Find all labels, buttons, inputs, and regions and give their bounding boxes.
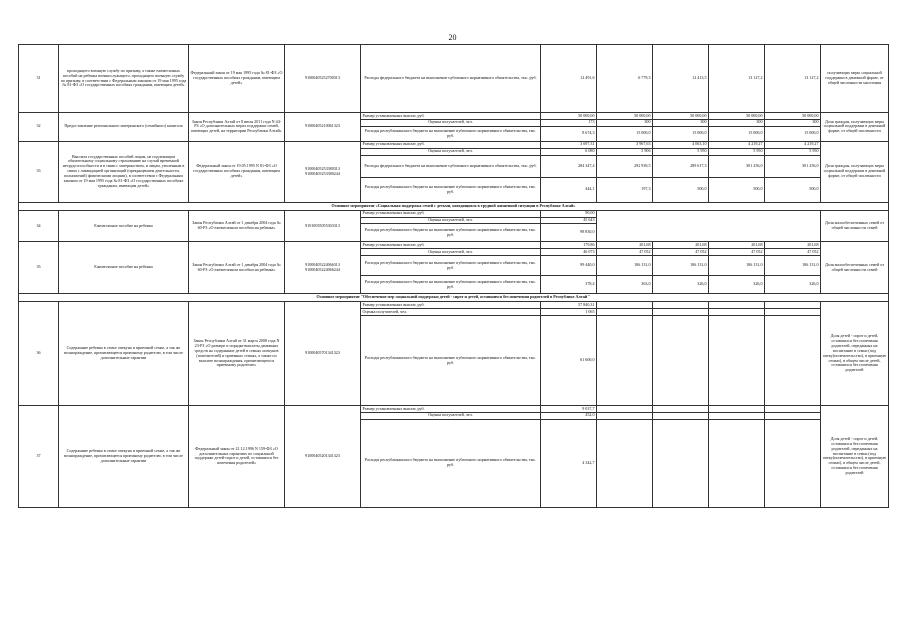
result-indicator: Доля малообеспеченных семей от общей численности семей (821, 210, 889, 242)
indicator-name: Расходы республиканского бюджета на выполнение публичного нормативного обязательства, тыс. руб. (361, 316, 541, 406)
budget-code: 91010035055303313 (285, 210, 361, 242)
value-cell: 6 779,3 (597, 45, 653, 113)
value-cell: 292 939,5 (597, 155, 653, 177)
empty-cell (709, 406, 765, 413)
empty-cell (765, 309, 821, 316)
value-cell: 46 073 (541, 249, 597, 256)
value-cell: 1 065 (541, 309, 597, 316)
empty-cell (597, 210, 821, 242)
row-number: 34 (19, 210, 59, 242)
value-cell: 201,68 (765, 242, 821, 249)
value-cell: 90,00 (541, 210, 597, 217)
value-cell: 4 219,27 (709, 141, 765, 148)
indicator-name: Размер установленных выплат, руб. (361, 302, 541, 309)
legal-basis: Федеральный закон от 19.05.1995 N 81-ФЗ «О государственных пособиях гражданам, имеющим детей» (189, 141, 285, 202)
indicator-name: Расходы республиканского бюджета на выполнение публичного нормативного обязательства, тыс. руб. (361, 419, 541, 507)
value-cell: 12 491,6 (541, 45, 597, 113)
indicator-name: Размер установленных выплат, руб. (361, 141, 541, 148)
row-number: 33 (19, 141, 59, 202)
value-cell: 47 052 (597, 249, 653, 256)
empty-cell (653, 412, 709, 419)
empty-cell (709, 309, 765, 316)
indicator-name: Оценка получателей, чел. (361, 119, 541, 126)
value-cell: 289 617,3 (653, 155, 709, 177)
empty-cell (709, 316, 765, 406)
budget-code: 91000405201341323 (285, 406, 361, 508)
empty-cell (653, 419, 709, 507)
table-row (19, 294, 889, 302)
value-cell: 8 674,3 (541, 126, 597, 141)
empty-cell (653, 302, 709, 309)
row-number: 37 (19, 406, 59, 508)
legal-basis: Закон Республики Алтай от 31 марта 2008 года N 23-РЗ «О размере и порядке выплаты денежных средств на содержание детей в семьях опекунов (попечителей) и приемных семьях, а также по выплате вознаграждения, причитающегося приемному родителю» (189, 302, 285, 406)
row-number: 36 (19, 302, 59, 406)
value-cell: 500,0 (653, 177, 709, 202)
value-cell: 13 127,2 (709, 45, 765, 113)
value-cell: 326,0 (653, 276, 709, 294)
empty-cell (765, 302, 821, 309)
measure-name: Предоставление регионального материнского (семейного) капитала (59, 113, 189, 142)
row-number: 31 (19, 45, 59, 113)
legal-basis: Федеральный закон от 21.12.1996 N 159-ФЗ «О дополнительных гарантиях по социальной поддержке детей-сирот и детей, оставшихся без попечения родителей» (189, 406, 285, 508)
value-cell: 15 000,0 (653, 126, 709, 141)
value-cell: 301 256,0 (709, 155, 765, 177)
empty-cell (597, 406, 653, 413)
empty-cell (709, 419, 765, 507)
value-cell: 106 131,0 (653, 256, 709, 276)
value-cell: 106 131,0 (709, 256, 765, 276)
value-cell: 50 000,00 (765, 113, 821, 120)
value-cell: 5 950 (765, 148, 821, 155)
empty-cell (765, 406, 821, 413)
empty-cell (597, 302, 653, 309)
value-cell: 47 052 (765, 249, 821, 256)
value-cell: 9 037,7 (541, 406, 597, 413)
value-cell: 201,68 (597, 242, 653, 249)
value-cell: 15 000,0 (765, 126, 821, 141)
section-heading: Основное мероприятие "Обеспечение мер социальной поддержки детей - сирот и детей, оставшихся без попечения родителей в Республике Алтай " (19, 294, 889, 302)
table-row (19, 210, 889, 217)
indicator-name: Размер установленных выплат, руб. (361, 210, 541, 217)
empty-cell (765, 419, 821, 507)
indicator-name: Размер установленных выплат, руб. (361, 406, 541, 413)
table-row (19, 202, 889, 210)
indicator-name: Оценка получателей, чел. (361, 249, 541, 256)
section-heading: Основное мероприятие «Социальная поддержка семей с детьми, находящихся в трудной жизненной ситуации в Республике Алтай» (19, 202, 889, 210)
value-cell: 201,68 (653, 242, 709, 249)
legal-basis: Закон Республики Алтай от 1 декабря 2004 года № 60-РЗ «О ежемесячном пособии на ребенка» (189, 210, 285, 242)
empty-cell (653, 309, 709, 316)
value-cell: 452,0 (541, 412, 597, 419)
indicator-name: Оценка получателей, чел. (361, 148, 541, 155)
indicator-name: Оценка получателей, чел. (361, 217, 541, 224)
indicator-name: Размер установленных выплат, руб. (361, 113, 541, 120)
page-number: 20 (448, 33, 457, 42)
empty-cell (597, 309, 653, 316)
value-cell: 300 (709, 119, 765, 126)
indicator-name: Оценка получателей, чел. (361, 309, 541, 316)
budget-code: 91000405701341323 (285, 302, 361, 406)
value-cell: 5 950 (653, 148, 709, 155)
indicator-name: Расходы республиканского бюджета на выполнение публичного нормативного обязательства, тыс. руб. (361, 177, 541, 202)
value-cell: 3 967,63 (597, 141, 653, 148)
result-indicator: Доля малообеспеченных семей от общей численности семей (821, 242, 889, 294)
indicator-name: Расходы федерального бюджета на выполнение публичного нормативного обязательства, тыс. руб. (361, 155, 541, 177)
value-cell: 326,0 (765, 276, 821, 294)
empty-cell (709, 302, 765, 309)
measure-name: проходящего военную службу по призыву, а также ежемесячных пособий на ребенка военнослужащего, проходящего военную службу по призыву, в соответствии с Федеральным законом от 19 мая 1995 года № 81-ФЗ «О государственных пособиях гражданам, имеющим детей» (59, 45, 189, 113)
table-row (19, 406, 889, 413)
value-cell: 378,4 (541, 276, 597, 294)
legal-basis: Федеральный закон от 19 мая 1995 года № 81-ФЗ «О государственных пособиях гражданам, имеющим детей» (189, 45, 285, 113)
value-cell: 12 413,5 (653, 45, 709, 113)
value-cell: 99 440,0 (541, 256, 597, 276)
value-cell: 4 219,27 (765, 141, 821, 148)
measure-name: Содержание ребенка в семье опекуна и приемной семье, а так же вознаграждение, причитающееся приемному родителю, в том числе дополнительные гарантии (59, 406, 189, 508)
value-cell: 15 000,0 (709, 126, 765, 141)
value-cell: 326,0 (709, 276, 765, 294)
budget-code: 91000405253380313 91000405253380244 (285, 141, 361, 202)
value-cell: 500,0 (765, 177, 821, 202)
budget-code: 91000405210061323 (285, 113, 361, 142)
value-cell: 47 052 (709, 249, 765, 256)
value-cell: 363,0 (597, 276, 653, 294)
result-indicator: Доля детей - сирот и детей, оставшихся без попечения родителей, переданных на воспитание в семьи (под опеку(попечительство), в приемную семью), в общем числе детей, оставшихся без попечения родителей (821, 406, 889, 508)
value-cell: 47 052 (653, 249, 709, 256)
table-row (19, 242, 889, 249)
value-cell: 50 000,00 (597, 113, 653, 120)
value-cell: 5 906 (597, 148, 653, 155)
value-cell: 179,86 (541, 242, 597, 249)
value-cell: 4 063,10 (653, 141, 709, 148)
value-cell: 444,1 (541, 177, 597, 202)
empty-cell (765, 316, 821, 406)
legal-basis: Закон Республики Алтай от 1 декабря 2004 года № 60-РЗ «О ежемесячном пособии на ребенка» (189, 242, 285, 294)
indicator-name: Расходы республиканского бюджета на выполнение публичного нормативного обязательства, тыс. руб. (361, 276, 541, 294)
value-cell: 106 131,0 (597, 256, 653, 276)
indicator-name: Оценка получателей, чел. (361, 412, 541, 419)
empty-cell (597, 419, 653, 507)
value-cell: 98 830,0 (541, 224, 597, 242)
value-cell: 300 (653, 119, 709, 126)
empty-cell (765, 412, 821, 419)
indicator-name: Расходы федерального бюджета на выполнение публичного нормативного обязательства, тыс. руб. (361, 45, 541, 113)
value-cell: 50 000,00 (653, 113, 709, 120)
empty-cell (653, 316, 709, 406)
table-row (19, 141, 889, 148)
measure-name: Ежемесячное пособие на ребенка (59, 210, 189, 242)
indicator-name: Расходы республиканского бюджета на выполнение публичного нормативного обязательства, тыс. руб. (361, 224, 541, 242)
empty-cell (597, 316, 653, 406)
value-cell: 201,68 (709, 242, 765, 249)
value-cell: 284 347,4 (541, 155, 597, 177)
result-indicator: Доля детей - сирот и детей, оставшихся без попечения родителей, переданных на воспитание в семьи (под опеку(попечительство), в приемную семью), в общем числе детей, оставшихся без попечения родителей (821, 302, 889, 406)
legal-basis: Закон Республики Алтай от 8 июля 2011 года N 44-РЗ «О дополнительных мерах поддержки семей, имеющих детей, на территории Республики Алтай» (189, 113, 285, 142)
value-cell: 45 643 (541, 217, 597, 224)
value-cell: 3 697,31 (541, 141, 597, 148)
measure-name: Ежемесячное пособие на ребенка (59, 242, 189, 294)
row-number: 35 (19, 242, 59, 294)
indicator-name: Расходы республиканского бюджета на выполнение публичного нормативного обязательства, тыс. руб. (361, 256, 541, 276)
value-cell: 300 (765, 119, 821, 126)
measure-name: Выплата государственных пособий лицам, не подлежащим обязательному социальному страхованию на случай временной нетрудоспособности и в связи с материнством, и лицам, уволенным в связи с ликвидацией организаций (прекращением деятельности, полномочий) физическими лицами), в соответствии с Федеральным законом от 19 мая 1995 года № 81-ФЗ «О государственных пособиях гражданам, имеющим детей» (59, 141, 189, 202)
value-cell: 57 840,31 (541, 302, 597, 309)
row-number: 32 (19, 113, 59, 142)
value-cell: 300 (597, 119, 653, 126)
value-cell: 500,0 (709, 177, 765, 202)
value-cell: 197,3 (597, 177, 653, 202)
empty-cell (653, 406, 709, 413)
value-cell: 5 950 (709, 148, 765, 155)
value-cell: 61 600,0 (541, 316, 597, 406)
value-cell: 6 080 (541, 148, 597, 155)
empty-cell (709, 412, 765, 419)
value-cell: 301 256,0 (765, 155, 821, 177)
empty-cell (597, 412, 653, 419)
value-cell: 15 000,0 (597, 126, 653, 141)
value-cell: 4 342,7 (541, 419, 597, 507)
value-cell: 173 (541, 119, 597, 126)
result-indicator: Доля граждан, получающих меры социальной поддержки в денежной форме, от общей численности (821, 113, 889, 142)
measures-table (18, 44, 889, 508)
value-cell: 13 127,2 (765, 45, 821, 113)
table-row (19, 113, 889, 120)
result-indicator: получающих меры социальной поддержки в денежной форме, от общей численности населения (821, 45, 889, 113)
value-cell: 50 000,00 (541, 113, 597, 120)
budget-code: 91000405224066313 91000405224066244 (285, 242, 361, 294)
indicator-name: Размер установленных выплат, руб. (361, 242, 541, 249)
value-cell: 106 131,0 (765, 256, 821, 276)
table-row (19, 45, 889, 113)
measure-name: Содержание ребенка в семье опекуна и приемной семье, а так же вознаграждение, причитающееся приемному родителю, в том числе дополнительные гарантии (59, 302, 189, 406)
budget-code: 91000405252700313 (285, 45, 361, 113)
value-cell: 50 000,00 (709, 113, 765, 120)
result-indicator: Доля граждан, получающих меры социальной поддержки в денежной форме, от общей численности (821, 141, 889, 202)
table-row (19, 302, 889, 309)
indicator-name: Расходы республиканского бюджета на выполнение публичного нормативного обязательства, тыс. руб. (361, 126, 541, 141)
